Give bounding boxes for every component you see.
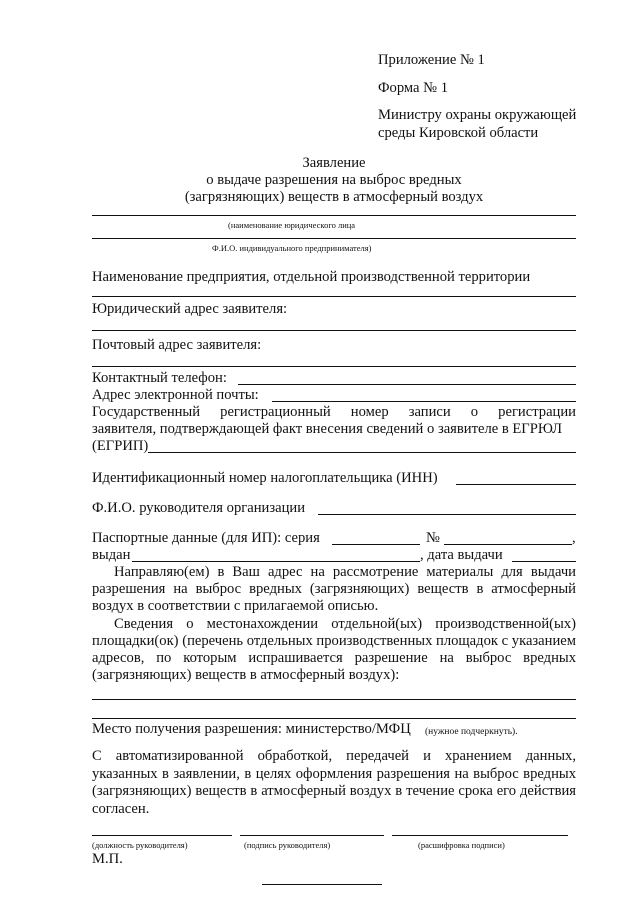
passport-series-field[interactable] — [332, 544, 420, 545]
issued-by-field[interactable] — [132, 561, 420, 562]
phone-field[interactable] — [238, 384, 576, 385]
sites-paragraph: Сведения о местонахождении отдельной(ых) производственной(ых) площадки(ок) (перечень отдельных производственных площадок с указанием адресов, по которым испрашивается разрешение на выброс вредных (загрязняющих) веществ в атмосферный воздух): — [92, 616, 576, 683]
legal-address-field[interactable] — [92, 330, 576, 331]
bottom-divider — [262, 884, 382, 885]
legal-entity-caption: (наименование юридического лица — [228, 220, 356, 230]
director-field[interactable] — [318, 514, 576, 515]
stamp-label: М.П. — [92, 851, 123, 867]
reg-number-label-line-3: (ЕГРИП) — [92, 438, 149, 454]
signature-decode-field[interactable] — [392, 835, 568, 836]
enterprise-name-label: Наименование предприятия, отдельной производственной территории — [92, 269, 531, 285]
entrepreneur-field[interactable] — [92, 238, 576, 239]
reg-number-label: Государственный регистрационный номер записи о регистрации — [92, 404, 576, 420]
inn-label: Идентификационный номер налогоплательщика (ИНН) — [92, 470, 438, 486]
receipt-place-label: Место получения разрешения: министерство/МФЦ — [92, 721, 411, 737]
reg-number-field[interactable] — [148, 452, 576, 453]
consent-paragraph: С автоматизированной обработкой, передачей и хранением данных, указанных в заявлении, в целях оформления разрешения на выброс вредных (загрязняющих) веществ в атмосферный воздух в течение срока его действия согласен. — [92, 748, 576, 817]
appendix-label: Приложение № 1 — [378, 52, 485, 68]
receipt-place-note: (нужное подчеркнуть). — [425, 727, 518, 737]
signature-decode-caption: (расшифровка подписи) — [418, 840, 505, 850]
email-field[interactable] — [272, 401, 576, 402]
enterprise-name-field[interactable] — [92, 296, 576, 297]
email-label: Адрес электронной почты: — [92, 387, 259, 403]
document-title-line-3: (загрязняющих) веществ в атмосферный воздух — [184, 189, 484, 205]
postal-address-field[interactable] — [92, 366, 576, 367]
addressee-line-1: Министру охраны окружающей — [378, 107, 577, 123]
passport-label: Паспортные данные (для ИП): серия — [92, 530, 320, 546]
sites-field-line-1[interactable] — [92, 699, 576, 700]
position-field[interactable] — [92, 835, 232, 836]
form-number: Форма № 1 — [378, 80, 449, 96]
sites-field-line-2[interactable] — [92, 718, 576, 719]
postal-address-label: Почтовый адрес заявителя: — [92, 337, 262, 353]
signature-field[interactable] — [240, 835, 384, 836]
document-title: Заявление — [302, 155, 366, 171]
issue-date-field[interactable] — [512, 561, 576, 562]
phone-label: Контактный телефон: — [92, 370, 227, 386]
position-caption: (должность руководителя) — [92, 840, 188, 850]
passport-comma: , — [572, 530, 576, 546]
addressee-line-2: среды Кировской области — [378, 125, 539, 141]
inn-field[interactable] — [456, 484, 576, 485]
materials-paragraph: Направляю(ем) в Ваш адрес на рассмотрение материалы для выдачи разрешения на выброс вредных (загрязняющих) веществ в атмосферный воздух в соответствии с прилагаемой описью. — [92, 564, 576, 614]
document-title-line-2: о выдаче разрешения на выброс вредных — [206, 172, 462, 188]
passport-number-label: № — [426, 530, 440, 546]
passport-number-field[interactable] — [444, 544, 572, 545]
reg-number-label-line-2: заявителя, подтверждающей факт внесения сведений о заявителе в ЕГРЮЛ — [92, 421, 563, 437]
issue-date-label: , дата выдачи — [420, 547, 503, 563]
director-label: Ф.И.О. руководителя организации — [92, 500, 305, 516]
issued-by-label: выдан — [92, 547, 131, 563]
signature-caption: (подпись руководителя) — [244, 840, 331, 850]
legal-entity-field[interactable] — [92, 215, 576, 216]
legal-address-label: Юридический адрес заявителя: — [92, 301, 288, 317]
entrepreneur-caption: Ф.И.О. индивидуального предпринимателя) — [212, 243, 372, 253]
